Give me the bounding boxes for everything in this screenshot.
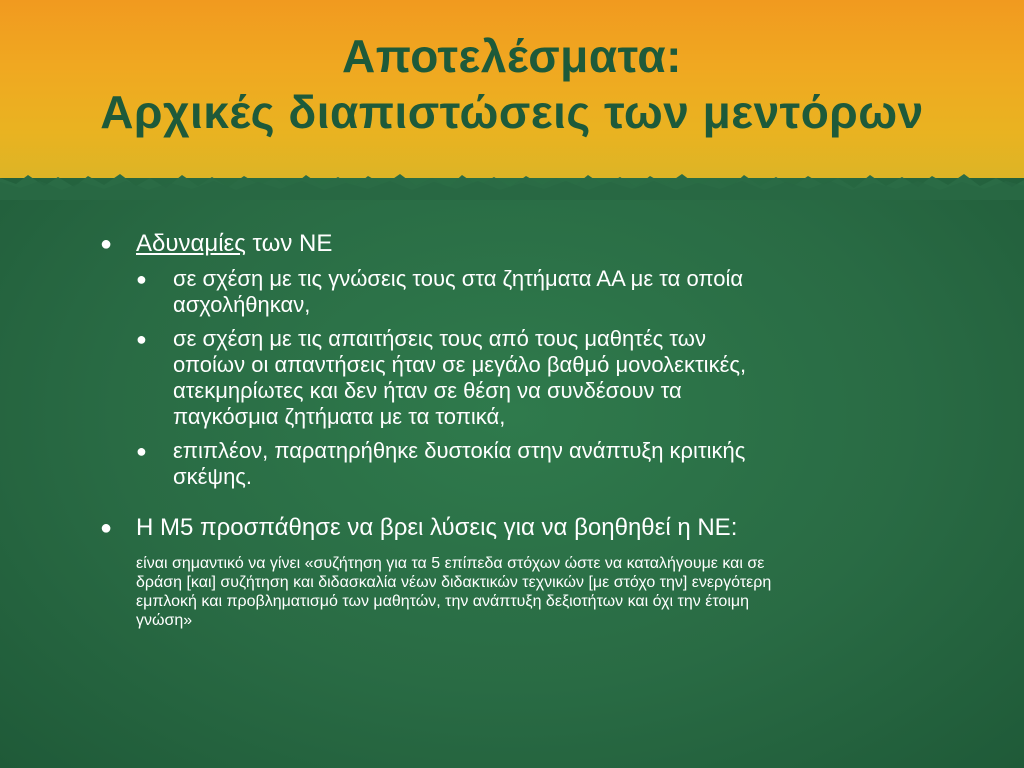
- sub-bullet-line: σε σχέση με τις απαιτήσεις τους από τους μαθητές των: [173, 326, 706, 351]
- title-line-2: Αρχικές διαπιστώσεις των μεντόρων: [100, 86, 924, 138]
- sub-bullet-requirements: [136, 326, 960, 430]
- sub-bullet-line: ασχολήθηκαν,: [173, 292, 311, 317]
- brush-edge: [0, 160, 1024, 200]
- weaknesses-label: Αδυναμίες: [136, 230, 246, 257]
- sub-bullet-line: σκέψης.: [173, 464, 253, 489]
- bullet-dot-icon: ●: [136, 329, 147, 349]
- weaknesses-label-rest: των ΝΕ: [245, 230, 333, 257]
- slide-title: [0, 28, 1024, 140]
- quote-line: εμπλοκή και προβληματισμό των μαθητών, την ανάπτυξη δεξιοτήτων και όχι την έτοιμη: [136, 593, 749, 610]
- bullet-dot-icon: ●: [100, 233, 113, 255]
- m5-label: Η Μ5 προσπάθησε να βρει λύσεις για να βοηθηθεί η ΝΕ:: [136, 514, 738, 541]
- quote-line: δράση [και] συζήτηση και διδασκαλία νέων διδακτικών τεχνικών [με στόχο την] ενεργότερη: [136, 574, 772, 591]
- sub-bullet-line: ατεκμηρίωτες και δεν ήταν σε θέση να συνδέσουν τα: [173, 378, 682, 403]
- bullet-dot-icon: ●: [136, 269, 147, 289]
- bullet-weaknesses: [100, 230, 960, 490]
- quote-line: γνώση»: [136, 612, 193, 629]
- bullet-dot-icon: ●: [100, 517, 113, 539]
- sub-bullet-critical-thinking: [136, 438, 960, 490]
- sub-bullet-line: σε σχέση με τις γνώσεις τους στα ζητήματα ΑΑ με τα οποία: [173, 266, 744, 291]
- bullet-list: [100, 230, 960, 630]
- sub-bullet-list: [136, 266, 960, 490]
- sub-bullet-line: παγκόσμια ζητήματα με τα τοπικά,: [173, 404, 506, 429]
- sub-bullet-line: οποίων οι απαντήσεις ήταν σε μεγάλο βαθμό μονολεκτικές,: [173, 352, 747, 377]
- bullet-dot-icon: ●: [136, 441, 147, 461]
- title-line-1: Αποτελέσματα:: [342, 30, 682, 82]
- m5-quote: [136, 554, 960, 630]
- quote-line: είναι σημαντικό να γίνει «συζήτηση για τα 5 επίπεδα στόχων ώστε να καταλήγουμε και σε: [136, 555, 765, 572]
- sub-bullet-knowledge: [136, 266, 960, 318]
- bullet-m5-solutions: [100, 514, 960, 630]
- sub-bullet-line: επιπλέον, παρατηρήθηκε δυστοκία στην ανάπτυξη κριτικής: [173, 438, 746, 463]
- content-area: [100, 230, 960, 630]
